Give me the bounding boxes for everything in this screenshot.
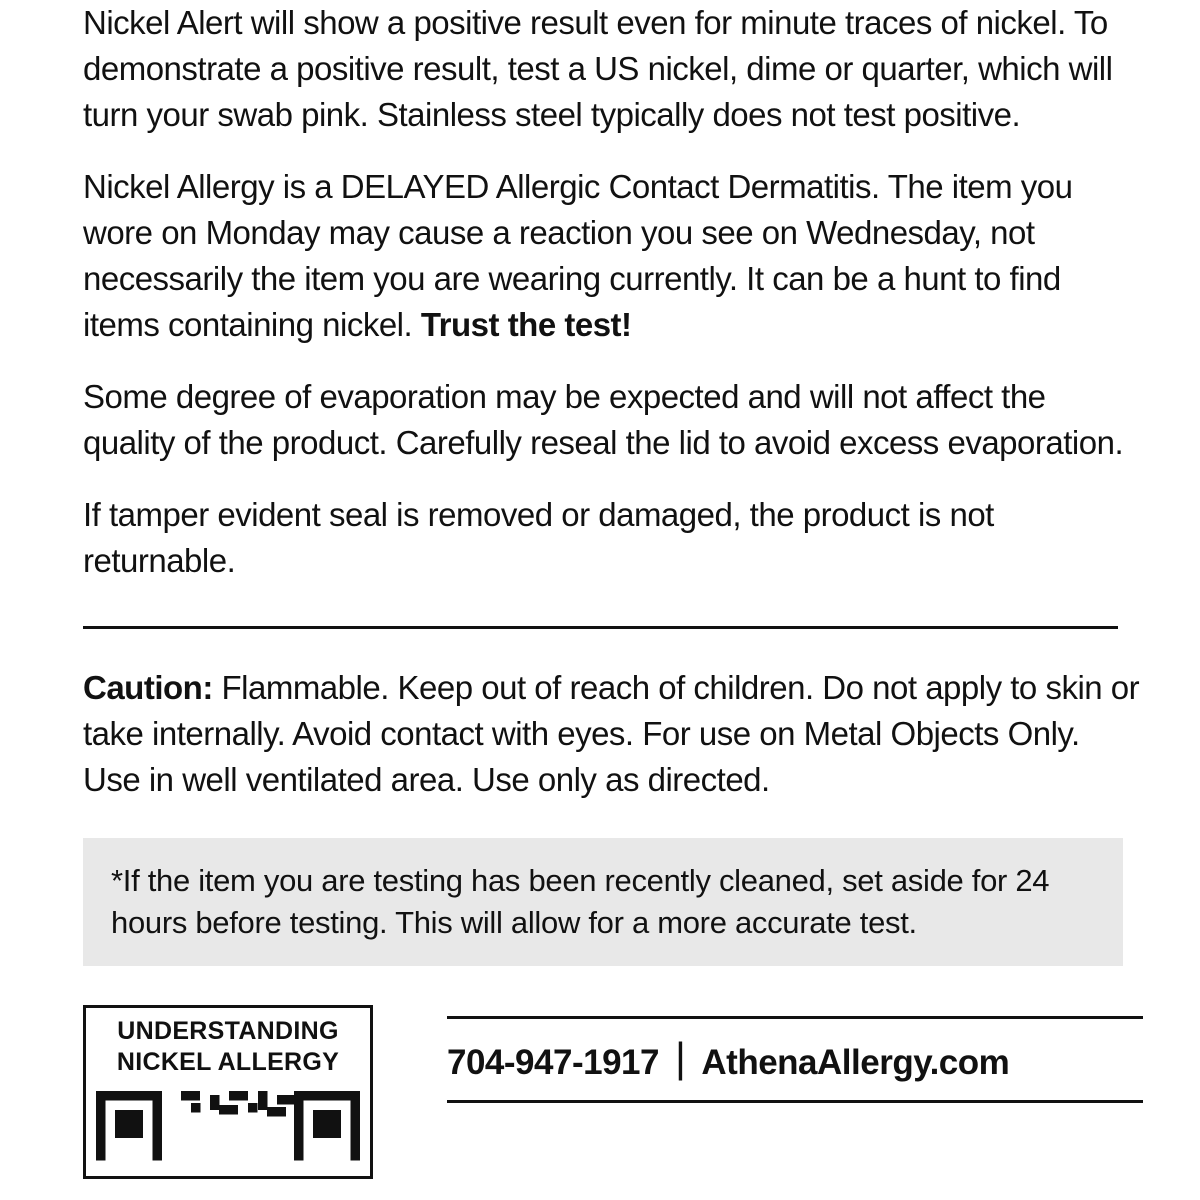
paragraph-positive-result: Nickel Alert will show a positive result even for minute traces of nickel. To demonstrate a positive result, test a US nickel, dime or quarter, which will turn your swab pink. Stainless steel typically does not test positive.: [83, 4, 1113, 133]
separator-bar: |: [674, 1033, 686, 1081]
paragraph-delayed-allergy-text: Nickel Allergy is a DELAYED Allergic Contact Dermatitis. The item you wore on Monday may cause a reaction you see on Wednesday, not necessarily the item you are wearing currently. It can be a hunt to find items containing nickel.: [83, 168, 1073, 343]
testing-note-callout: [83, 838, 1123, 966]
phone-number: 704-947-1917: [447, 1042, 659, 1082]
trust-the-test-emphasis: Trust the test!: [420, 306, 632, 343]
qr-label-line1: UNDERSTANDING: [117, 1017, 339, 1045]
website-url: AthenaAllergy.com: [701, 1042, 1010, 1082]
qr-code-box: [83, 1005, 373, 1179]
caution-label: Caution:: [83, 669, 213, 706]
footer: [83, 1005, 1143, 1179]
contact-line: [447, 1033, 1010, 1084]
paragraph-caution: [83, 665, 1143, 803]
paragraph-evaporation: Some degree of evaporation may be expected and will not affect the quality of the product. Carefully reseal the lid to avoid excess evaporation.: [83, 378, 1124, 461]
section-divider-rule: [83, 626, 1118, 629]
paragraph-delayed-allergy: [83, 164, 1143, 348]
contact-bar: [447, 1016, 1143, 1103]
qr-code: [96, 1091, 360, 1161]
qr-label-line2: NICKEL ALLERGY: [116, 1048, 340, 1076]
caution-text: Flammable. Keep out of reach of children. Do not apply to skin or take internally. Avoid contact with eyes. For use on Metal Objects Only. Use in well ventilated area. Use only as directed.: [83, 669, 1140, 798]
testing-note-text: *If the item you are testing has been recently cleaned, set aside for 24 hours before testing. This will allow for a more accurate test.: [111, 863, 1050, 940]
paragraph-tamper-seal: If tamper evident seal is removed or damaged, the product is not returnable.: [83, 496, 994, 579]
